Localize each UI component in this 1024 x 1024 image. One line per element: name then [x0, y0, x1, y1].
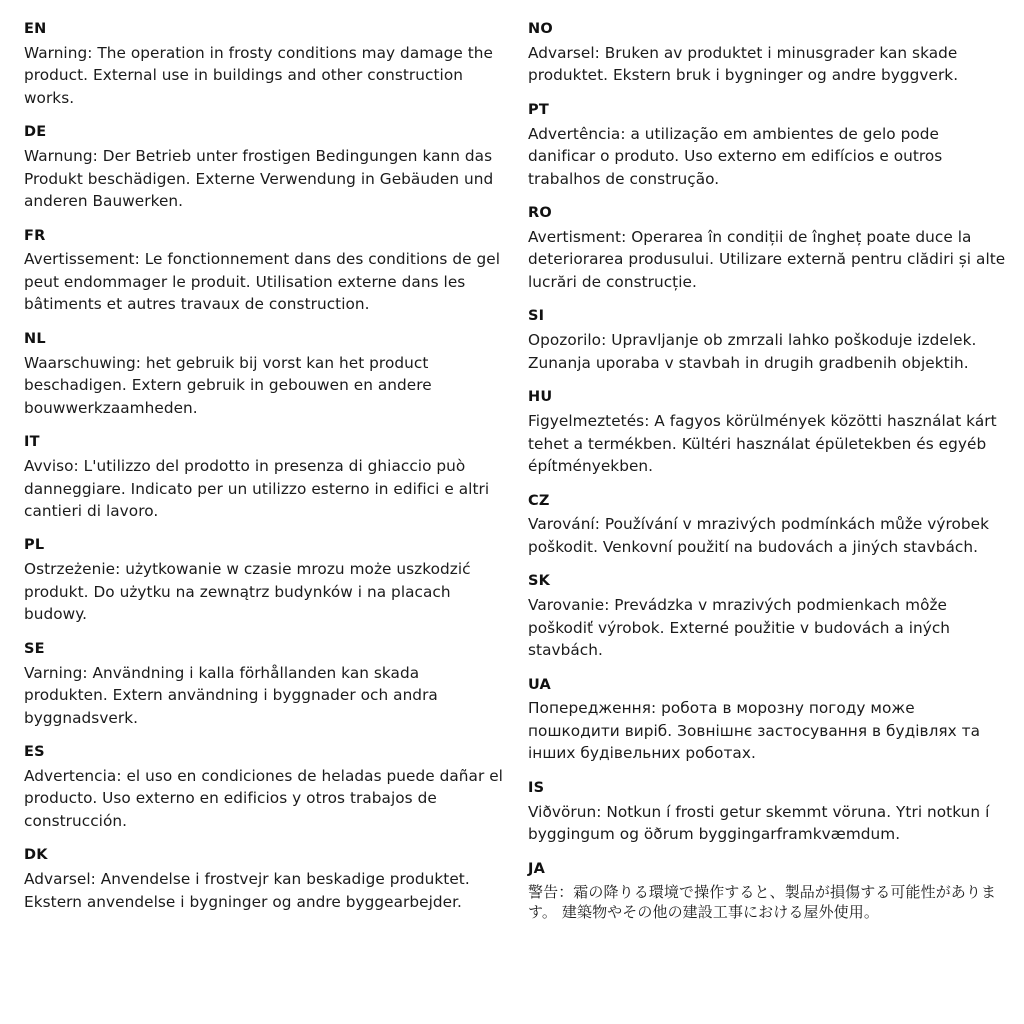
language-code: SI — [528, 308, 545, 325]
language-entry — [528, 676, 1010, 765]
language-entry — [528, 492, 1010, 559]
language-code: ES — [24, 744, 45, 761]
language-column-left — [24, 20, 506, 913]
language-code: RO — [528, 205, 552, 222]
language-entry — [24, 536, 506, 625]
language-warning-text: Varování: Používání v mrazivých podmínkách může výrobek poškodit. Venkovní použití na budovách a jiných stavbách. — [528, 515, 990, 556]
language-warning-text: Varning: Användning i kalla förhållanden kan skada produkten. Extern användning i byggnader och andra byggnadsverk. — [24, 663, 438, 727]
language-entry — [528, 572, 1010, 661]
language-code: FR — [24, 227, 46, 244]
language-warning-text: Advertência: a utilização em ambientes de gelo pode danificar o produto. Uso externo em edifícios e outros trabalhos de construção. — [528, 124, 943, 188]
language-code: NO — [528, 21, 553, 37]
language-code: IT — [24, 434, 40, 451]
language-columns — [24, 20, 1006, 1014]
language-entry — [528, 307, 1010, 374]
language-warning-text: 警告：霜の降りる環境で操作すると、製品が損傷する可能性があります。 建築物やその他の建設工事における屋外使用。 — [528, 882, 997, 922]
language-column-right — [528, 20, 1010, 923]
language-code: SK — [528, 573, 551, 590]
language-code: PL — [24, 537, 45, 554]
language-entry — [528, 101, 1010, 190]
language-warning-text: Avertisment: Operarea în condiții de îngheț poate duce la deteriorarea produsului. Utilizare externă pentru clădiri și alte lucrări de construcție. — [528, 227, 1006, 291]
language-code: NL — [24, 330, 46, 347]
language-entry — [24, 743, 506, 832]
language-warning-text: Попередження: робота в морозну погоду може пошкодити виріб. Зовнішнє застосування в будівлях та інших будівельних роботах. — [528, 699, 981, 763]
language-warning-text: Figyelmeztetés: A fagyos körülmények közötti használat kárt tehet a termékben. Kültéri használat épületekben és egyéb építményekben. — [528, 412, 997, 476]
language-warning-text: Opozorilo: Upravljanje ob zmrzali lahko poškoduje izdelek. Zunanja uporaba v stavbah in drugih gradbenih objektih. — [528, 331, 977, 372]
language-warning-text: Warnung: Der Betrieb unter frostigen Bedingungen kann das Produkt beschädigen. Externe Verwendung in Gebäuden und anderen Bauwerken. — [24, 147, 494, 211]
language-warning-text: Advarsel: Bruken av produktet i minusgrader kan skade produktet. Ekstern bruk i bygninger og andre byggverk. — [528, 43, 959, 85]
language-warning-text: Advarsel: Anvendelse i frostvejr kan beskadige produktet. Ekstern anvendelse i bygninger og andre byggearbejder. — [24, 870, 470, 911]
language-warning-text: Warning: The operation in frosty conditions may damage the product. External use in buildings and other construction works. — [24, 43, 494, 107]
language-entry — [24, 20, 506, 109]
language-entry — [528, 204, 1010, 293]
language-entry — [528, 860, 1010, 923]
language-code: HU — [528, 389, 553, 406]
language-warning-text: Varovanie: Prevádzka v mrazivých podmienkach môže poškodiť výrobok. Externé použitie v budovách a iných stavbách. — [528, 596, 951, 660]
language-warning-text: Advertencia: el uso en condiciones de heladas puede dañar el producto. Uso externo en edificios y otros trabajos de construcción. — [24, 766, 503, 830]
language-entry — [24, 330, 506, 419]
language-warning-text: Ostrzeżenie: użytkowanie w czasie mrozu może uszkodzić produkt. Do użytku na zewnątrz budynków i na placach budowy. — [24, 560, 471, 624]
language-code: CZ — [528, 492, 550, 509]
language-code: UA — [528, 676, 551, 693]
language-warning-text: Avviso: L'utilizzo del prodotto in presenza di ghiaccio può danneggiare. Indicato per un utilizzo esterno in edifici e altri cantieri di lavoro. — [24, 457, 490, 520]
language-entry — [24, 433, 506, 522]
language-entry — [528, 20, 1010, 87]
language-code: EN — [24, 21, 47, 37]
language-code: PT — [528, 101, 549, 118]
language-entry — [528, 779, 1010, 846]
language-entry — [24, 640, 506, 729]
language-warning-text: Waarschuwing: het gebruik bij vorst kan het product beschadigen. Extern gebruik in gebouwen en andere bouwwerkzaamheden. — [24, 353, 432, 417]
language-code: DK — [24, 847, 48, 864]
language-warning-text: Avertissement: Le fonctionnement dans des conditions de gel peut endommager le produit. Utilisation externe dans les bâtiments et autres travaux de construction. — [24, 250, 501, 314]
language-code: SE — [24, 640, 45, 657]
language-entry — [24, 227, 506, 316]
language-warning-text: Viðvörun: Notkun í frosti getur skemmt vöruna. Ytri notkun í byggingum og öðrum byggingarframkvæmdum. — [528, 802, 990, 844]
language-code: DE — [24, 124, 47, 141]
language-entry — [528, 388, 1010, 477]
language-code: IS — [528, 779, 545, 796]
language-code: JA — [528, 860, 546, 877]
language-entry — [24, 123, 506, 212]
language-entry — [24, 846, 506, 913]
